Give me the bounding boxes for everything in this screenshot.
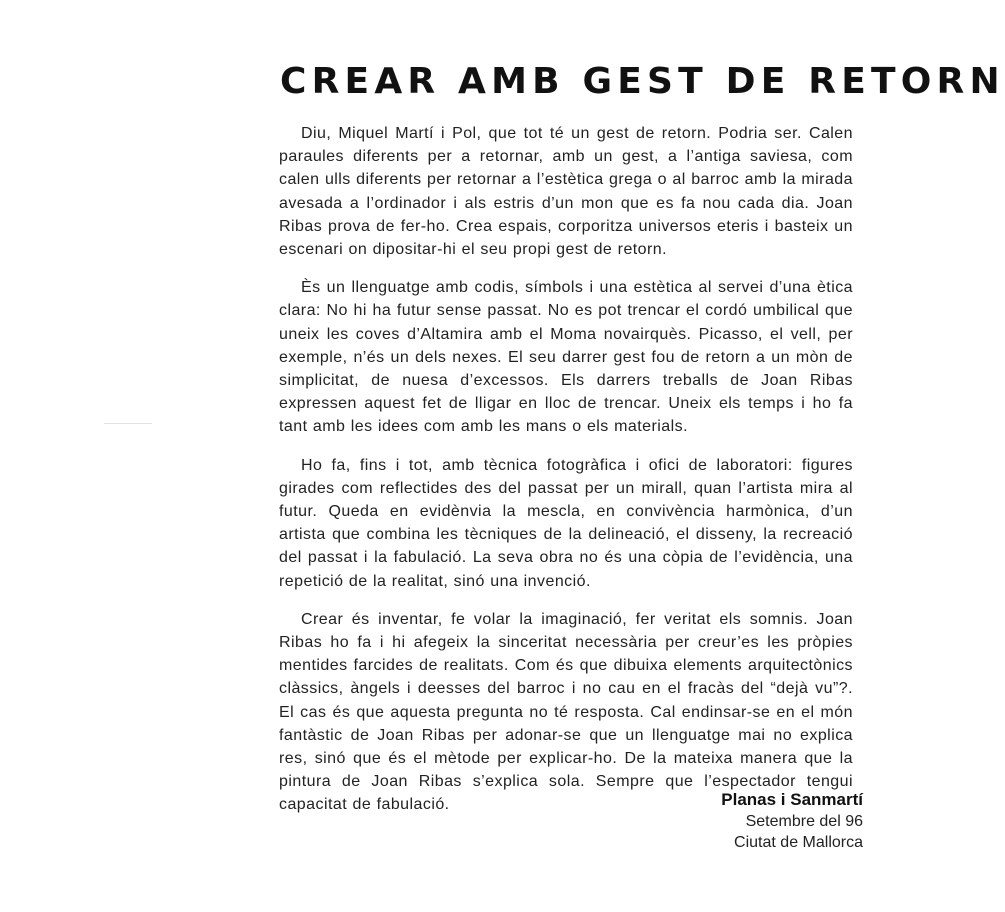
signature-date: Setembre del 96 xyxy=(745,813,863,830)
paragraph-4: Crear és inventar, fe volar la imaginació, fer veritat els somnis. Joan Ribas ho fa i hi afegeix la sinceritat necessària per creur’es les pròpies mentides farcides de realitats. Com és que dibuixa elements arquitectònics clàssics, àngels i deesses del barroc i no cau en el fracàs del “dejà vu”?. El cas és que aquesta pregunta no té resposta. Cal endinsar-se en el món fantàstic de Joan Ribas per adonar-se que un llenguatge mai no explica res, sinó que és el mètode per explicar-ho. De la mateixa manera que la pintura de Joan Ribas s’explica sola. Sempre que l’espectador tengui capacitat de fabulació. xyxy=(279,610,853,814)
signature-place: Ciutat de Mallorca xyxy=(734,834,863,851)
signature-block xyxy=(721,789,863,853)
paragraph-1: Diu, Miquel Martí i Pol, que tot té un gest de retorn. Podria ser. Calen paraules diferents per a retornar, amb un gest, a l’antiga saviesa, com calen ulls diferents per retornar a l’estètica grega o al barroc amb la mirada avesada a l’ordinador i als estris d’un mon que es fa nou cada dia. Joan Ribas prova de fer-ho. Crea espais, corporitza universos eteris i basteix un escenari on dipositar-hi el seu propi gest de retorn. xyxy=(279,125,853,259)
signature-author: Planas i Sanmartí xyxy=(721,790,863,809)
paragraph-3: Ho fa, fins i tot, amb tècnica fotogràfica i ofici de laboratori: figures girades com reflectides des del passat per un mirall, quan l’artista mira al futur. Queda en evidènvia la mescla, en convivència harmònica, d’un artista que combina les tècniques de la delineació, el disseny, la recreació del passat i la fabulació. La seva obra no és una còpia de l’evidència, una repetició de la realitat, sinó una invenció. xyxy=(279,456,853,590)
article-body xyxy=(279,122,853,832)
page-title: CREAR AMB GEST DE RETORN xyxy=(280,61,1005,102)
margin-mark xyxy=(104,423,152,424)
paragraph-2: Ès un llenguatge amb codis, símbols i una estètica al servei d’una ètica clara: No hi ha futur sense passat. No es pot trencar el cordó umbilical que uneix les coves d’Altamira amb el Moma novairquès. Picasso, el vell, per exemple, n’és un dels nexes. El seu darrer gest fou de retorn a un mòn de simplicitat, de nuesa d’excessos. Els darrers treballs de Joan Ribas expressen aquest fet de lligar en lloc de trencar. Uneix els temps i ho fa tant amb les idees com amb les mans o els materials. xyxy=(279,279,853,436)
